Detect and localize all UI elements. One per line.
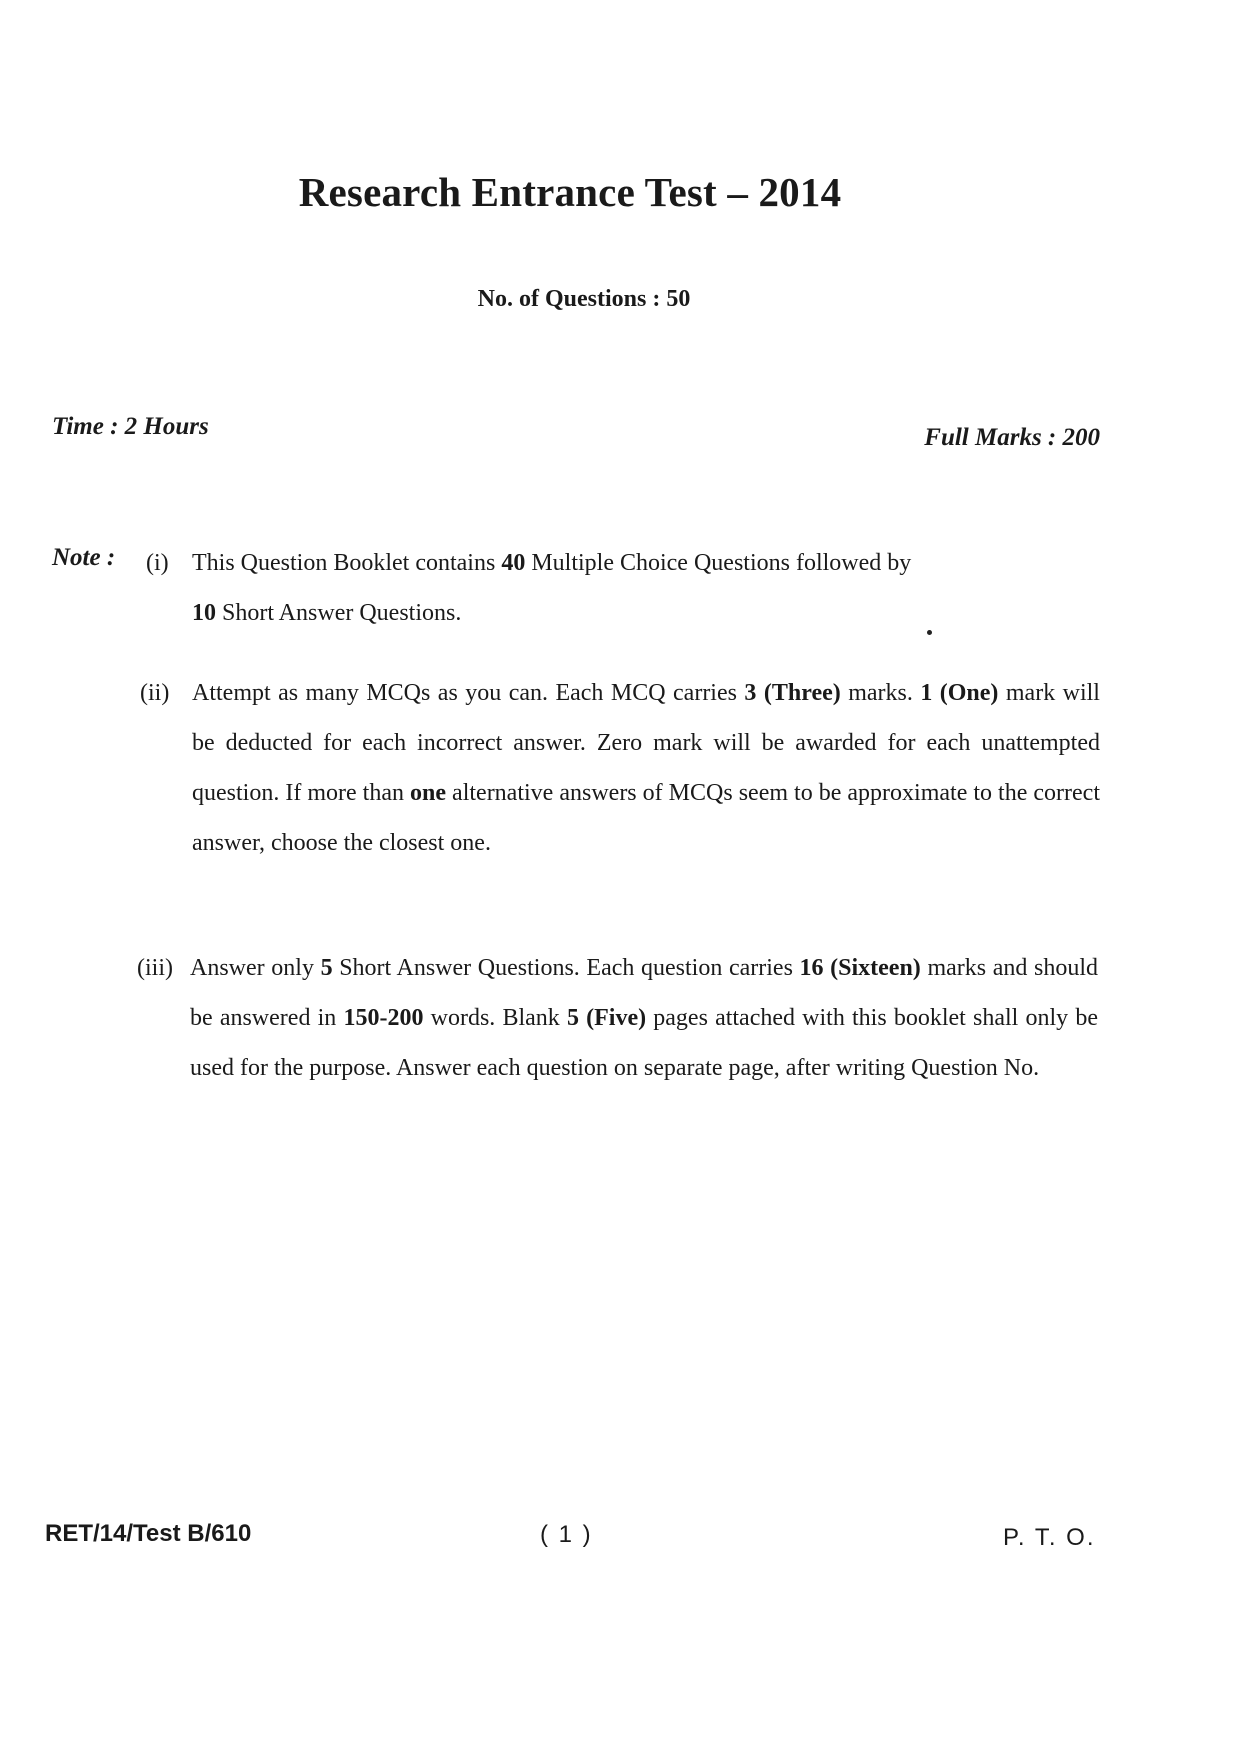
number-of-questions: No. of Questions : 50	[477, 286, 691, 312]
note-text: This Question Booklet contains 40 Multiple Choice Questions followed by 10 Short Answer Questions.	[192, 550, 912, 626]
note-number: (ii)	[140, 680, 170, 706]
please-turn-over: P. T. O.	[1003, 1524, 1096, 1551]
page-title: Research Entrance Test – 2014	[298, 169, 842, 215]
note-number: (i)	[146, 550, 169, 576]
note-number: (iii)	[137, 955, 173, 981]
page-number: ( 1 )	[540, 1521, 593, 1548]
paper-code: RET/14/Test B/610	[45, 1520, 252, 1547]
scan-speck	[927, 630, 932, 635]
note-label: Note :	[52, 544, 116, 571]
note-text: Attempt as many MCQs as you can. Each MCQ carries 3 (Three) marks. 1 (One) mark will be deducted for each incorrect answer. Zero mark will be awarded for each unattempted question. If more than one alternative answers of MCQs seem to be approximate to the correct answer, choose the closest one.	[192, 680, 1101, 856]
time-allowed: Time : 2 Hours	[52, 413, 209, 440]
note-text: Answer only 5 Short Answer Questions. Each question carries 16 (Sixteen) marks and should be answered in 150-200 words. Blank 5 (Five) pages attached with this booklet shall only be used for the purpose. Answer each question on separate page, after writing Question No.	[190, 955, 1098, 1081]
full-marks: Full Marks : 200	[924, 424, 1100, 451]
